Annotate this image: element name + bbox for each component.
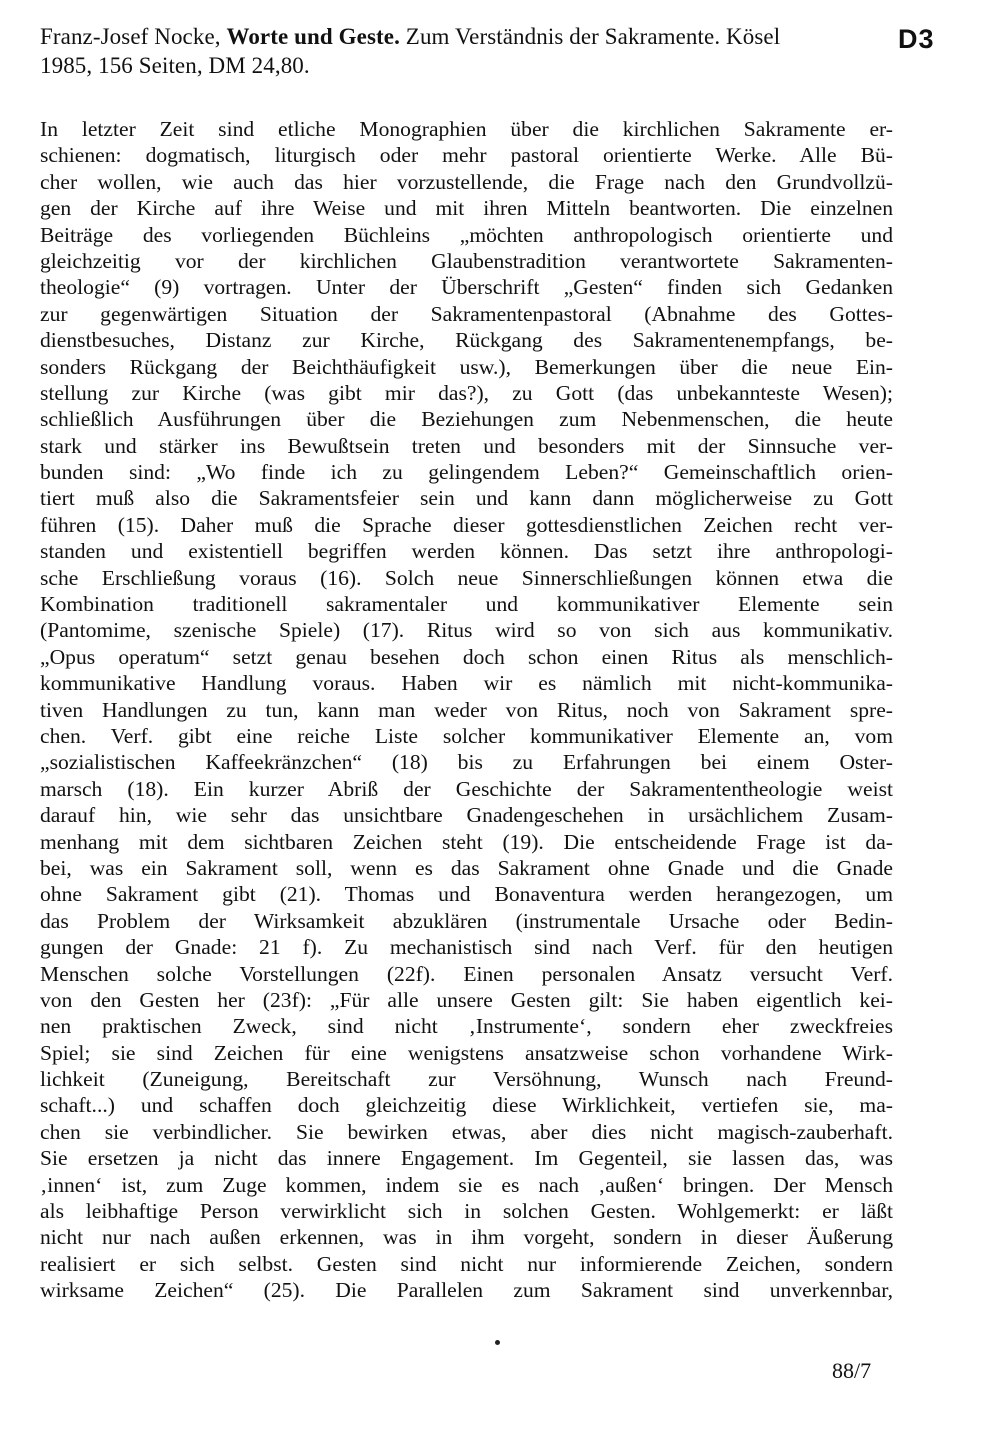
- body-line: theologie“ (9) vortragen. Unter der Überschrift „Gesten“ finden sich Gedanken: [40, 275, 893, 300]
- bibliographic-header: [40, 22, 892, 80]
- body-line: gungen der Gnade: 21 f). Zu mechanistisch sind nach Verf. für den heutigen: [40, 935, 893, 960]
- review-body: [40, 116, 893, 1304]
- body-line: schaft...) und schaffen doch gleichzeitig diese Wirklichkeit, vertiefen sie, ma-: [40, 1093, 893, 1118]
- body-line: kommunikative Handlung voraus. Haben wir es nämlich mit nicht-kommunika-: [40, 671, 893, 696]
- section-code: D3: [898, 24, 935, 54]
- body-line: Kombination traditionell sakramentaler und kommunikativer Elemente sein: [40, 592, 893, 617]
- body-line: „sozialistischen Kaffeekränzchen“ (18) bis zu Erfahrungen bei einem Oster-: [40, 750, 893, 775]
- body-line: stellung zur Kirche (was gibt mir das?), zu Gott (das unbekannteste Wesen);: [40, 380, 893, 405]
- body-line: ohne Sakrament gibt (21). Thomas und Bonaventura werden herangezogen, um: [40, 882, 893, 907]
- body-line: bunden sind: „Wo finde ich zu gelingendem Leben?“ Gemeinschaftlich orien-: [40, 460, 893, 485]
- body-line: tiven Handlungen zu tun, kann man weder von Ritus, noch von Sakrament spre-: [40, 697, 893, 722]
- body-line: cher wollen, wie auch das hier vorzustellende, die Frage nach den Grundvollzü-: [40, 169, 893, 194]
- page-number: 88/7: [832, 1358, 872, 1383]
- body-line: von den Gesten her (23f): „Für alle unsere Gesten gilt: Sie haben eigentlich kei-: [40, 987, 893, 1012]
- header-title: Worte und Geste.: [226, 24, 400, 49]
- body-line: als leibhaftige Person verwirklicht sich in solchen Gesten. Wohlgemerkt: er läßt: [40, 1199, 893, 1224]
- body-line: darauf hin, wie sehr das unsichtbare Gnadengeschehen in ursächlichem Zusam-: [40, 803, 893, 828]
- body-line: wirksame Zeichen“ (25). Die Parallelen zum Sakrament sind unverkennbar,: [40, 1278, 893, 1303]
- header-author: Franz-Josef Nocke,: [40, 24, 221, 49]
- header-subtitle-publisher: Zum Verständnis der Sakramente. Kösel: [405, 24, 781, 49]
- body-line: zur gegenwärtigen Situation der Sakramentenpastoral (Abnahme des Gottes-: [40, 301, 893, 326]
- body-line: dienstbesuches, Distanz zur Kirche, Rückgang des Sakramentenempfangs, be-: [40, 328, 893, 353]
- body-line: führen (15). Daher muß die Sprache dieser gottesdienstlichen Zeichen recht ver-: [40, 512, 893, 537]
- body-line: nen praktischen Zweck, sind nicht ‚Instrumente‘, sondern eher zweckfreies: [40, 1014, 893, 1039]
- body-line: lichkeit (Zuneigung, Bereitschaft zur Versöhnung, Wunsch nach Freund-: [40, 1067, 893, 1092]
- header-details: 1985, 156 Seiten, DM 24,80.: [40, 53, 310, 78]
- body-line: (Pantomime, szenische Spiele) (17). Ritus wird so von sich aus kommunikativ.: [40, 618, 893, 643]
- body-line: gleichzeitig vor der kirchlichen Glaubenstradition verantwortete Sakramenten-: [40, 248, 893, 273]
- body-line: das Problem der Wirksamkeit abzuklären (instrumentale Ursache oder Bedin-: [40, 908, 893, 933]
- body-line: ‚innen‘ ist, zum Zuge kommen, indem sie es nach ‚außen‘ bringen. Der Mensch: [40, 1172, 893, 1197]
- body-line: „Opus operatum“ setzt genau besehen doch schon einen Ritus als menschlich-: [40, 644, 893, 669]
- body-line: chen. Verf. gibt eine reiche Liste solcher kommunikativer Elemente an, vom: [40, 723, 893, 748]
- body-line: schließlich Ausführungen über die Beziehungen zum Nebenmenschen, die heute: [40, 407, 893, 432]
- body-line: nicht nur nach außen erkennen, was in ihm vorgeht, sondern in dieser Äußerung: [40, 1225, 893, 1250]
- body-line: Menschen solche Vorstellungen (22f). Einen personalen Ansatz versucht Verf.: [40, 961, 893, 986]
- dot-mark: [495, 1340, 500, 1345]
- body-line: stark und stärker ins Bewußtsein treten und besonders mit der Sinnsuche ver-: [40, 433, 893, 458]
- body-line: Sie ersetzen ja nicht das innere Engagement. Im Gegenteil, sie lassen das, was: [40, 1146, 893, 1171]
- body-line: sche Erschließung voraus (16). Solch neue Sinnerschließungen können etwa die: [40, 565, 893, 590]
- body-line: chen sie verbindlicher. Sie bewirken etwas, aber dies nicht magisch-zauberhaft.: [40, 1119, 893, 1144]
- body-line: standen und existentiell begriffen werden können. Das setzt ihre anthropologi-: [40, 539, 893, 564]
- body-line: realisiert er sich selbst. Gesten sind nicht nur informierende Zeichen, sondern: [40, 1251, 893, 1276]
- body-line: marsch (18). Ein kurzer Abriß der Geschichte der Sakramententheologie weist: [40, 776, 893, 801]
- body-line: gen der Kirche auf ihre Weise und mit ihren Mitteln beantworten. Die einzelnen: [40, 196, 893, 221]
- body-line: schienen: dogmatisch, liturgisch oder mehr pastoral orientierte Werke. Alle Bü-: [40, 143, 893, 168]
- body-line: tiert muß also die Sakramentsfeier sein und kann dann möglicherweise zu Gott: [40, 486, 893, 511]
- body-line: Spiel; sie sind Zeichen für eine wenigstens ansatzweise schon vorhandene Wirk-: [40, 1040, 893, 1065]
- body-line: bei, was ein Sakrament soll, wenn es das Sakrament ohne Gnade und die Gnade: [40, 855, 893, 880]
- body-line: Beiträge des vorliegenden Büchleins „möchten anthropologisch orientierte und: [40, 222, 893, 247]
- body-line: In letzter Zeit sind etliche Monographien über die kirchlichen Sakramente er-: [40, 117, 893, 141]
- body-line: sonders Rückgang der Beichthäufigkeit usw.), Bemerkungen über die neue Ein-: [40, 354, 893, 379]
- body-line: menhang mit dem sichtbaren Zeichen steht (19). Die entscheidende Frage ist da-: [40, 829, 893, 854]
- header-line-1: [40, 22, 892, 51]
